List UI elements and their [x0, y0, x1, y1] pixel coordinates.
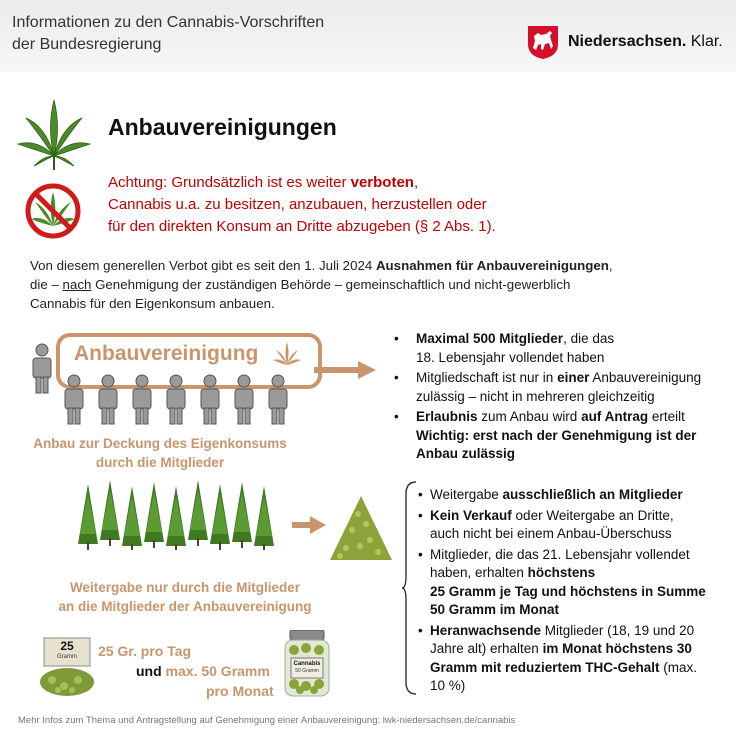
- list-item: • Weitergabe ausschließlich an Mitglieder: [418, 486, 718, 505]
- list-item: • Maximal 500 Mitglieder, die das 18. Lebensjahr vollendet haben: [394, 330, 724, 367]
- cannabis-leaf-icon: [16, 96, 92, 172]
- person-icon: [232, 374, 256, 426]
- jar-label: Cannabis 50 Gramm: [293, 661, 321, 674]
- list-item: • Kein Verkauf oder Weitergabe an Dritte, auch nicht bei einem Anbau-Überschuss: [418, 507, 718, 544]
- small-leaf-icon: [272, 340, 302, 370]
- association-rules-list: [394, 330, 724, 466]
- cannabis-jar-illustration: [282, 630, 332, 698]
- brand-name: Niedersachsen. Klar.: [568, 33, 723, 50]
- person-icon: [30, 343, 54, 395]
- prohibited-cannabis-icon: [24, 182, 82, 240]
- arrow-right-icon: [292, 516, 326, 534]
- curly-brace-icon: [402, 480, 418, 696]
- amount-month: und max. 50 Gramm: [136, 663, 270, 679]
- association-caption: Anbau zur Deckung des Eigenkonsums durch die Mitglieder: [33, 436, 287, 470]
- list-item: • Erlaubnis zum Anbau wird auf Antrag erteilt Wichtig: erst nach der Genehmigung ist der Anbau zulässig: [394, 408, 724, 464]
- distribution-caption: Weitergabe nur durch die Mitglieder an die Mitglieder der Anbauvereinigung: [58, 580, 312, 614]
- amount-month-unit: pro Monat: [206, 683, 274, 699]
- intro-paragraph: Von diesem generellen Verbot gibt es seit den 1. Juli 2024 Ausnahmen für Anbauvereinigungen, die – nach Genehmigung der zuständigen Behörde – gemeinschaftlich und nicht-gewerblich Cannabis für den Eigenkonsum anbauen.: [30, 258, 613, 311]
- header-bar: [0, 0, 736, 72]
- list-item: • Heranwachsende Mitglieder (18, 19 und 20 Jahre alt) erhalten im Monat höchstens 30 Gramm mit reduziertem THC-Gehalt (max. 10 %): [418, 622, 718, 696]
- arrow-right-icon: [314, 361, 376, 379]
- distribution-rules-list: [418, 486, 718, 698]
- cannabis-plants-illustration: [78, 480, 278, 550]
- footer-note: Mehr Infos zum Thema und Antragstellung auf Genehmigung einer Anbauvereinigung: lwk-niedersachsen.de/cannabis: [18, 715, 516, 726]
- cannabis-bag-illustration: [38, 634, 96, 698]
- header-title: Informationen zu den Cannabis-Vorschriften der Bundesregierung: [12, 14, 325, 53]
- person-icon: [130, 374, 154, 426]
- list-item: • Mitglieder, die das 21. Lebensjahr vollendet haben, erhalten höchstens 25 Gramm je Tag und höchstens in Summe 50 Gramm im Monat: [418, 546, 718, 620]
- warning-text: Achtung: Grundsätzlich ist es weiter verboten, Cannabis u.a. zu besitzen, anzubauen, herzustellen oder für den direkten Konsum an Dritte abzugeben (§ 2 Abs. 1).: [108, 174, 496, 235]
- person-icon: [198, 374, 222, 426]
- bag-label: 25 Gramm: [57, 639, 77, 660]
- person-icon: [266, 374, 290, 426]
- person-icon: [96, 374, 120, 426]
- association-label: Anbauvereinigung: [74, 342, 259, 365]
- list-item: • Mitgliedschaft ist nur in einer Anbauvereinigung zulässig – nicht in mehreren gleichzeitig: [394, 369, 724, 406]
- lower-saxony-horse-icon: [526, 24, 560, 60]
- page-title: Anbauvereinigungen: [108, 114, 337, 140]
- brand-logo: [526, 24, 723, 60]
- person-icon: [164, 374, 188, 426]
- amount-day: 25 Gr. pro Tag: [98, 643, 192, 659]
- harvest-pile-illustration: [328, 494, 394, 564]
- person-icon: [62, 374, 86, 426]
